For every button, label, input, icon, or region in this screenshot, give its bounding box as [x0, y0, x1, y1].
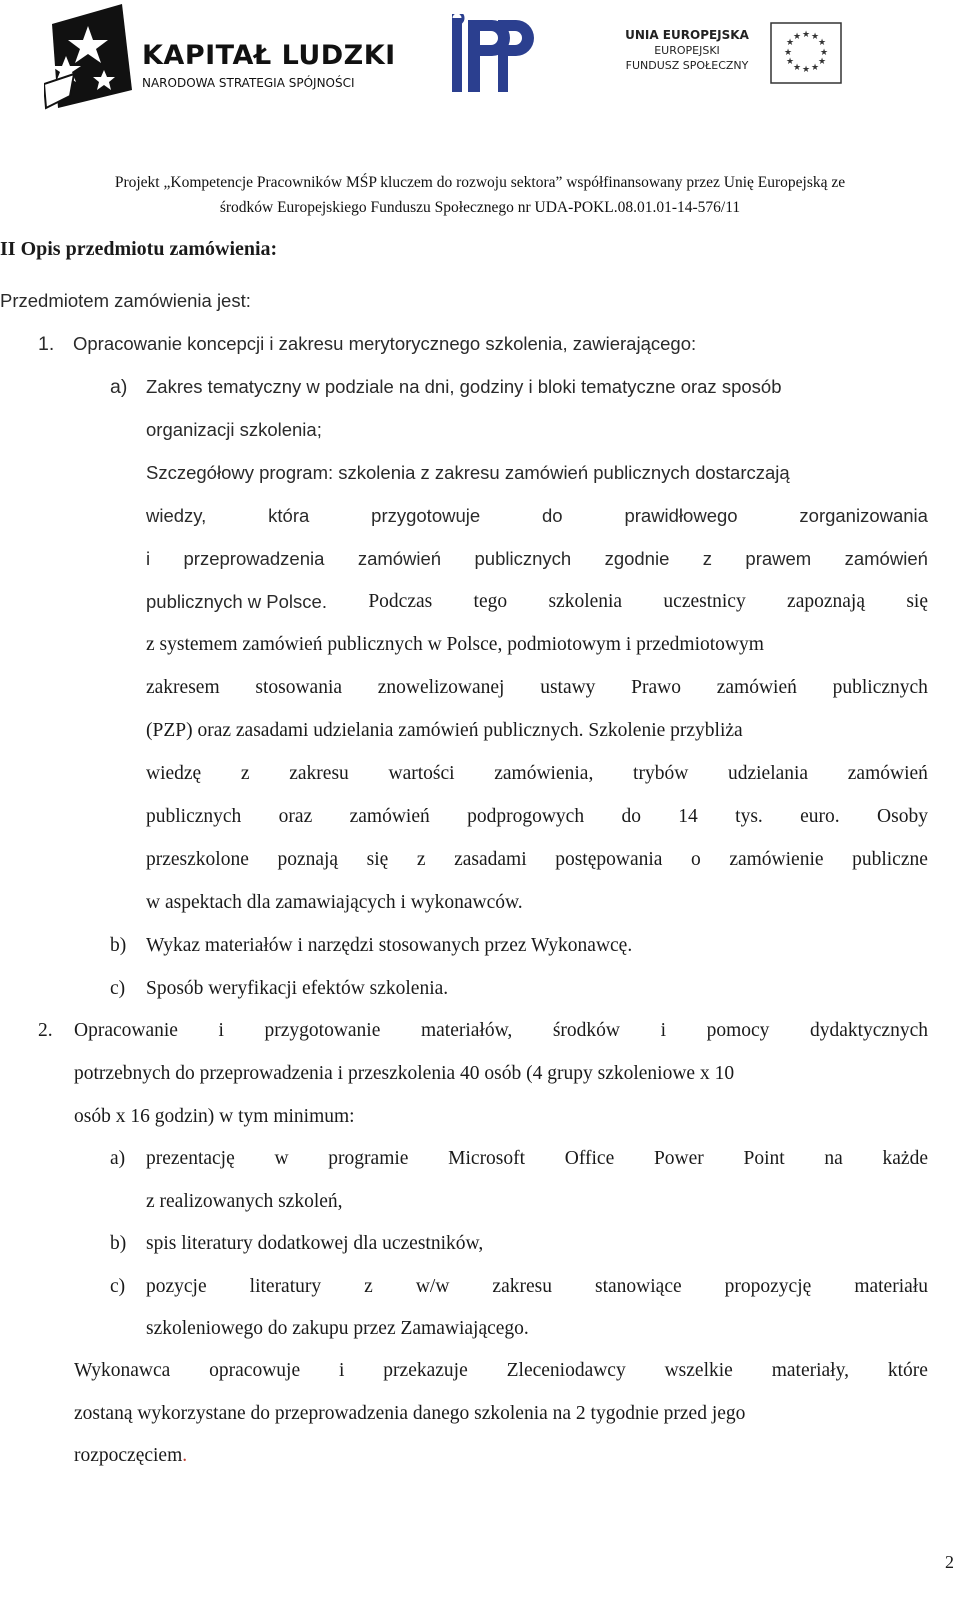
word: Power: [653, 1148, 704, 1169]
svg-text:★: ★: [785, 38, 795, 48]
closing-line-1: [74, 1360, 928, 1382]
word: zamówienia,: [494, 763, 594, 784]
svg-text:★: ★: [785, 57, 795, 67]
word: prawidłowego: [624, 505, 738, 526]
closing-line-3-text: rozpoczęciem: [74, 1445, 183, 1466]
item-2a-label: a): [110, 1148, 126, 1169]
word: oraz: [278, 806, 313, 827]
word: które: [887, 1360, 928, 1381]
word: udzielania: [727, 763, 809, 784]
word: opracowuje: [209, 1360, 301, 1381]
word: tys.: [735, 806, 763, 827]
item-1a-line-1: Zakres tematyczny w podziale na dni, godziny i bloki tematyczne oraz sposób: [146, 376, 782, 397]
word: poznają: [277, 849, 339, 870]
word: Podczas: [368, 591, 433, 612]
word: materiałów,: [420, 1020, 513, 1041]
word: wiedzy,: [146, 505, 207, 526]
program-line-11: w aspektach dla zamawiających i wykonawców.: [146, 892, 523, 913]
svg-text:★: ★: [801, 65, 811, 75]
word: publicznych: [832, 677, 928, 698]
program-line-10: [146, 849, 928, 871]
word: uczestnicy: [663, 591, 746, 612]
word: stosowania: [255, 677, 343, 698]
word: i: [146, 548, 151, 569]
item-1c-label: c): [110, 978, 126, 999]
word: Office: [564, 1148, 615, 1169]
item-2a-line-2: z realizowanych szkoleń,: [146, 1191, 343, 1212]
svg-text:★: ★: [817, 38, 827, 48]
word: publiczne: [852, 849, 928, 870]
word: pomocy: [706, 1020, 770, 1041]
logo-band: [0, 0, 960, 120]
eu-line-3: FUNDUSZ SPOŁECZNY: [625, 59, 749, 72]
program-line-9: [146, 806, 928, 828]
word: środków: [552, 1020, 621, 1041]
item-1c-text: Sposób weryfikacji efektów szkolenia.: [146, 978, 449, 999]
word: przygotowanie: [264, 1020, 381, 1041]
kapital-ludzki-emblem-icon: [44, 4, 134, 112]
word: Point: [743, 1148, 785, 1169]
item-2b-label: b): [110, 1233, 127, 1254]
word: stanowiące: [595, 1276, 682, 1297]
word: każde: [882, 1148, 928, 1169]
svg-text:★: ★: [810, 63, 820, 73]
item-1-number: 1.: [38, 333, 55, 355]
item-2-number: 2.: [38, 1020, 53, 1041]
project-line-2: środków Europejskiego Funduszu Społecznego nr UDA-POKL.08.01.01-14-576/11: [219, 199, 741, 216]
word: Osoby: [877, 806, 928, 827]
word: zamówień: [349, 806, 430, 827]
word: prezentację: [146, 1148, 235, 1169]
word: materiały,: [771, 1360, 849, 1381]
word: z: [416, 849, 426, 870]
word: która: [268, 505, 310, 526]
svg-text:★: ★: [801, 30, 811, 40]
word: publicznych: [474, 548, 572, 569]
word: w/w: [415, 1276, 450, 1297]
kapital-ludzki-title: KAPITAŁ LUDZKI: [142, 40, 396, 71]
program-line-7: (PZP) oraz zasadami udzielania zamówień publicznych. Szkolenie przybliża: [146, 720, 743, 741]
svg-text:★: ★: [792, 63, 802, 73]
word: wszelkie: [664, 1360, 733, 1381]
item-1b-text: Wykaz materiałów i narzędzi stosowanych przez Wykonawcę.: [146, 935, 633, 956]
word: w: [274, 1148, 289, 1169]
svg-text:★: ★: [817, 57, 827, 67]
item-2c-label: c): [110, 1276, 126, 1297]
word: materiału: [854, 1276, 928, 1297]
word: ustawy: [540, 677, 596, 698]
word: pozycje: [146, 1276, 207, 1297]
word: przeprowadzenia: [183, 548, 325, 569]
svg-text:★: ★: [810, 32, 820, 42]
word: na: [824, 1148, 843, 1169]
svg-text:★: ★: [783, 48, 793, 58]
word: z: [364, 1276, 373, 1297]
word: z: [240, 763, 250, 784]
word: przekazuje: [383, 1360, 468, 1381]
word: postępowania: [555, 849, 663, 870]
word: o: [691, 849, 701, 870]
item-1b-label: b): [110, 935, 127, 956]
item-1a-line-2: organizacji szkolenia;: [146, 419, 322, 440]
word: programie: [328, 1148, 409, 1169]
program-line-4: [146, 591, 928, 613]
word: zamówienie: [729, 849, 824, 870]
closing-line-2: zostaną wykorzystane do przeprowadzenia danego szkolenia na 2 tygodnie przed jego: [74, 1403, 746, 1424]
item-2c-line-1: [146, 1276, 928, 1298]
word: publicznych: [146, 806, 242, 827]
item-2-line-1: [74, 1020, 928, 1042]
eu-line-2: EUROPEJSKI: [654, 44, 720, 57]
word: do: [542, 505, 563, 526]
word: i: [660, 1020, 666, 1041]
word: trybów: [633, 763, 689, 784]
word: zamówień: [847, 763, 928, 784]
word: zasadami: [454, 849, 527, 870]
svg-text:★: ★: [792, 32, 802, 42]
section-intro: Przedmiotem zamówienia jest:: [0, 290, 251, 311]
program-line-5: z systemem zamówień publicznych w Polsce, podmiotowym i przedmiotowym: [146, 634, 764, 655]
item-2-line-3: osób x 16 godzin) w tym minimum:: [74, 1106, 355, 1127]
word: się: [906, 591, 928, 612]
kapital-ludzki-logo: [44, 4, 404, 112]
word: zakresu: [492, 1276, 552, 1297]
word: dydaktycznych: [809, 1020, 928, 1041]
item-2c-line-2: szkoleniowego do zakupu przez Zamawiającego.: [146, 1318, 529, 1339]
program-line-2: [146, 505, 928, 527]
word: zamówień: [357, 548, 442, 569]
word: zorganizowania: [799, 505, 928, 526]
word: Microsoft: [448, 1148, 526, 1169]
rp-logo-icon: [452, 14, 534, 96]
program-line-1: Szczegółowy program: szkolenia z zakresu zamówień publicznych dostarczają: [146, 462, 790, 483]
word: zamówień: [716, 677, 797, 698]
word: szkolenia: [548, 591, 623, 612]
item-2a-line-1: [146, 1148, 928, 1170]
closing-line-3: [74, 1445, 187, 1467]
project-line-1: Projekt „Kompetencje Pracowników MŚP kluczem do rozwoju sektora” współfinansowany przez Unię Europejską ze: [114, 174, 846, 191]
eu-logo-text: [612, 28, 762, 73]
item-1-text: Opracowanie koncepcji i zakresu merytorycznego szkolenia, zawierającego:: [73, 333, 697, 354]
project-description: [0, 170, 960, 220]
word: propozycję: [724, 1276, 812, 1297]
word: Prawo: [631, 677, 681, 698]
program-line-6: [146, 677, 928, 699]
word: zamówień: [844, 548, 928, 569]
word: z: [702, 548, 713, 569]
program-line-3: [146, 548, 928, 570]
page-number: 2: [945, 1552, 954, 1572]
svg-text:★: ★: [819, 48, 829, 58]
word: prawem: [745, 548, 812, 569]
word: znowelizowanej: [377, 677, 505, 698]
word: wiedzę: [146, 763, 202, 784]
word: się: [366, 849, 389, 870]
closing-period: .: [182, 1445, 188, 1466]
kapital-ludzki-subtitle: NARODOWA STRATEGIA SPÓJNOŚCI: [142, 76, 355, 90]
word: do: [621, 806, 641, 827]
word: zapoznają: [787, 591, 865, 612]
program-line-8: [146, 763, 928, 785]
item-1a-label: a): [110, 376, 128, 398]
eu-line-1: UNIA EUROPEJSKA: [625, 28, 749, 42]
word: Wykonawca: [74, 1360, 171, 1381]
word: zgodnie: [604, 548, 670, 569]
word: zakresem: [146, 677, 220, 698]
word: tego: [473, 591, 508, 612]
word: wartości: [388, 763, 455, 784]
eu-logo: [612, 22, 842, 92]
word: i: [339, 1360, 345, 1381]
eu-flag-icon: [770, 22, 842, 84]
section-title: II Opis przedmiotu zamówienia:: [0, 238, 278, 260]
word: literatury: [249, 1276, 322, 1297]
word: 14: [678, 806, 698, 827]
word: zakresu: [289, 763, 349, 784]
word: przeszkolone: [146, 849, 249, 870]
program-line-4-start: publicznych w Polsce.: [146, 591, 327, 612]
word: euro.: [800, 806, 840, 827]
word: podprogowych: [467, 806, 585, 827]
word: przygotowuje: [371, 505, 481, 526]
item-2-line-2: potrzebnych do przeprowadzenia i przeszkolenia 40 osób (4 grupy szkoleniowe x 10: [74, 1063, 735, 1084]
word: Zleceniodawcy: [506, 1360, 626, 1381]
word: Opracowanie: [74, 1020, 178, 1041]
word: i: [218, 1020, 224, 1041]
item-2b-text: spis literatury dodatkowej dla uczestników,: [146, 1233, 484, 1254]
